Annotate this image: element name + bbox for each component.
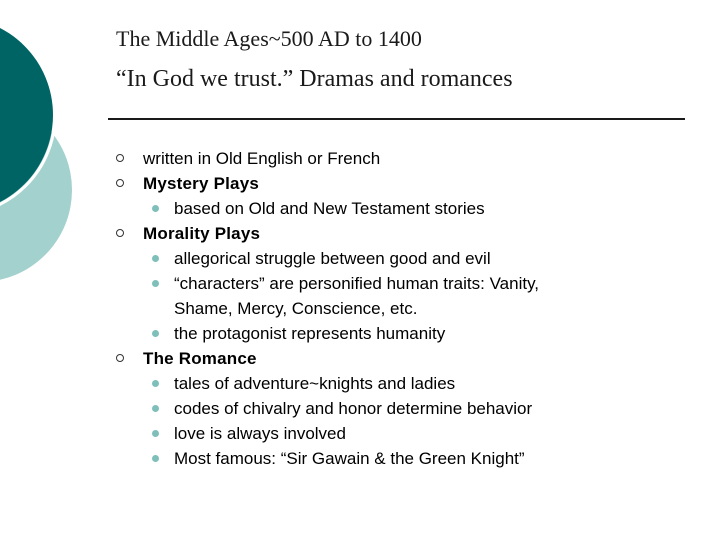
dot-bullet-icon bbox=[152, 455, 159, 462]
dot-bullet-icon bbox=[152, 205, 159, 212]
sub-bullet-text: tales of adventure~knights and ladies bbox=[174, 374, 456, 393]
sub-bullet-text: codes of chivalry and honor determine behavior bbox=[174, 399, 533, 418]
dot-bullet-icon bbox=[152, 430, 159, 437]
sub-bullet-item bbox=[0, 321, 720, 346]
sub-bullet-item bbox=[0, 196, 720, 221]
title-divider bbox=[108, 118, 685, 120]
bullet-text: Mystery Plays bbox=[143, 174, 260, 193]
sub-bullet-text: “characters” are personified human traits: Vanity, bbox=[174, 274, 540, 293]
sub-bullet-text: Most famous: “Sir Gawain & the Green Knight” bbox=[174, 449, 525, 468]
dot-bullet-icon bbox=[152, 405, 159, 412]
bullet-item bbox=[0, 346, 720, 371]
sub-bullet-item bbox=[0, 371, 720, 396]
sub-bullet-item bbox=[0, 271, 720, 296]
dot-bullet-icon bbox=[152, 330, 159, 337]
ring-bullet-icon bbox=[116, 179, 124, 187]
bullet-text: The Romance bbox=[143, 349, 257, 368]
slide-title-line-2: “In God we trust.” Dramas and romances bbox=[116, 66, 513, 92]
sub-bullet-item bbox=[0, 421, 720, 446]
bullet-item bbox=[0, 171, 720, 196]
ring-bullet-icon bbox=[116, 354, 124, 362]
bullet-text: Morality Plays bbox=[143, 224, 261, 243]
ring-bullet-icon bbox=[116, 229, 124, 237]
bullet-item bbox=[0, 221, 720, 246]
sub-bullet-item bbox=[0, 396, 720, 421]
sub-bullet-text: the protagonist represents humanity bbox=[174, 324, 446, 343]
sub-bullet-item bbox=[0, 446, 720, 471]
slide-title-line-1: The Middle Ages~500 AD to 1400 bbox=[116, 26, 422, 51]
sub-bullet-text: love is always involved bbox=[174, 424, 346, 443]
bullet-list bbox=[0, 146, 720, 471]
sub-bullet-text: allegorical struggle between good and evil bbox=[174, 249, 491, 268]
ring-bullet-icon bbox=[116, 154, 124, 162]
dot-bullet-icon bbox=[152, 380, 159, 387]
bullet-item bbox=[0, 146, 720, 171]
dot-bullet-icon bbox=[152, 255, 159, 262]
sub-bullet-text: Shame, Mercy, Conscience, etc. bbox=[174, 299, 418, 318]
sub-bullet-continuation bbox=[0, 296, 720, 321]
sub-bullet-text: based on Old and New Testament stories bbox=[174, 199, 485, 218]
dot-bullet-icon bbox=[152, 280, 159, 287]
sub-bullet-item bbox=[0, 246, 720, 271]
bullet-text: written in Old English or French bbox=[143, 149, 381, 168]
